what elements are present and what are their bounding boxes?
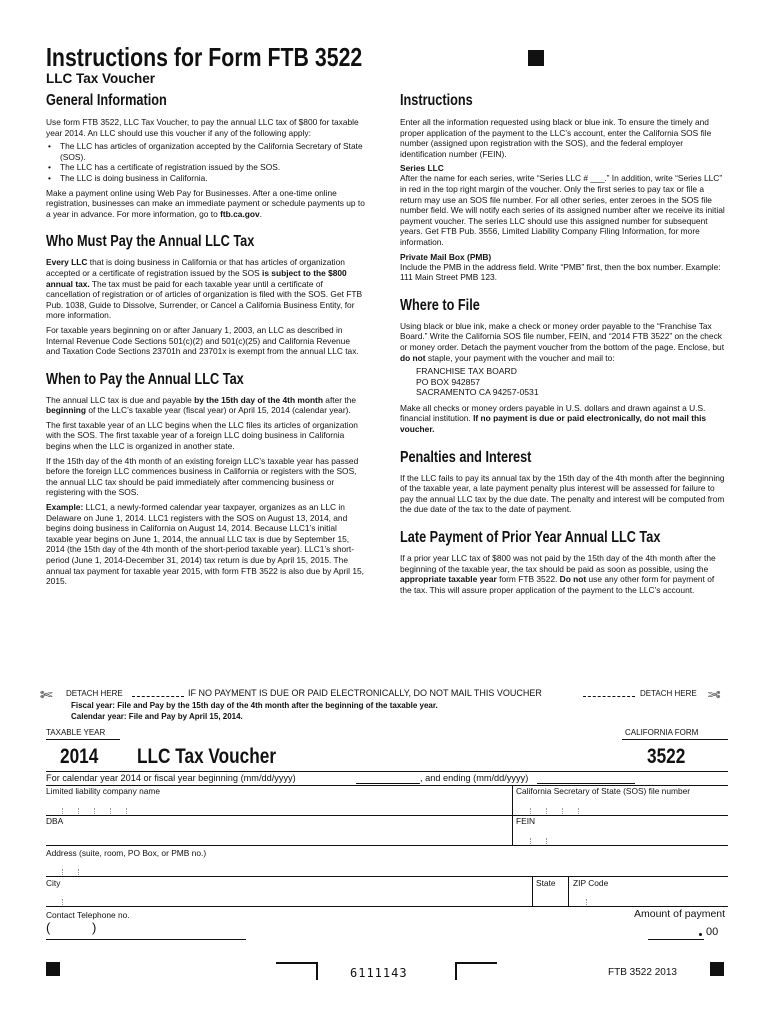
late-p1 <box>400 553 728 595</box>
vsep-state <box>532 876 533 906</box>
general-online <box>46 188 366 220</box>
corner-mark-left-h <box>276 962 318 964</box>
address-label: Address (suite, room, PO Box, or PMB no.) <box>46 848 207 858</box>
comb-tick <box>78 808 79 814</box>
comb-tick <box>62 899 63 905</box>
city-label: City <box>46 878 61 888</box>
amount-cents: 00 <box>706 926 719 938</box>
instructions-p1: Enter all the information requested using black or blue ink. To ensure the timely and proper application of the payment to the LLC’s account, enter the California SOS file number (assigned upon registration with the SOS), and the federal employer identification number (FEIN). <box>400 117 712 159</box>
general-bullet: • The LLC has a certificate of registration issued by the SOS. <box>46 162 366 173</box>
barcode-number: 6111143 <box>350 966 408 980</box>
series-p: After the name for each series, write “Series LLC # ___.” In addition, write “Series LLC” in red in the top right margin of the voucher. Only the first series to pay tax or file a return may use an SOS file number. For all other series, enter zeroes in the SOS file number field. We will notify each series of its assigned number after we receive its initial payment voucher. The series LLC should use this assigned number for subsequent years. Get FTB Pub. 3556, Limited Liability Company Filing Information, for more information. <box>400 173 725 247</box>
state-field[interactable] <box>536 890 566 905</box>
end-date-field[interactable] <box>537 783 635 784</box>
amount-label: Amount of payment <box>634 908 726 920</box>
dba-label: DBA <box>46 816 64 826</box>
comb-tick <box>562 808 563 814</box>
instructions-heading: Instructions <box>400 92 473 109</box>
comb-tick <box>110 808 111 814</box>
late-c: form FTB 3522. <box>496 574 560 585</box>
row-rule-4 <box>46 876 728 877</box>
when-example-text: LLC1, a newly-formed calendar year taxpayer, organizes as an LLC in Delaware on June 1, 2014. LLC1 registers with the SOS on August 13, 2014, and begins doing business in California on August 14, 2014. Because LLC1’s initial taxable year begins on June 1, 2014, the annual LLC tax is due by September 15, 2014 (the 15th day of the 4th month of the short-period taxable year). LLC1’s short-period (June 1, 2014-December 31, 2014) tax return is due by April 15, 2015. The annual tax payment for taxable year 2015, with form FTB 3522 is also due by April 15, 2015. <box>46 502 364 587</box>
right-column <box>400 92 728 595</box>
where-p1 <box>400 321 728 363</box>
comb-tick <box>530 838 531 844</box>
registration-mark-top <box>528 50 544 66</box>
where-p2-b: If no payment is due or paid electronically, do not mail this voucher. <box>400 413 707 435</box>
state-label: State <box>536 878 556 888</box>
pmb-p: Include the PMB in the address field. Write “PMB” first, then the box number. Example: 111 Main Street PMB 123. <box>400 261 721 283</box>
llc-name-label: Limited liability company name <box>46 786 161 796</box>
phone-field[interactable] <box>54 920 244 938</box>
comb-tick <box>546 808 547 814</box>
comb-tick <box>62 869 63 875</box>
dba-field[interactable] <box>46 828 510 844</box>
address-line: SACRAMENTO CA 94257-0531 <box>416 387 539 398</box>
taxable-year-underline <box>46 739 120 740</box>
where-heading: Where to File <box>400 296 480 314</box>
comb-tick <box>530 808 531 814</box>
scissors-left-icon: ✄ <box>40 687 53 704</box>
row-rule-3 <box>46 845 728 846</box>
taxable-year-label: TAXABLE YEAR <box>46 728 106 737</box>
voucher-rule-top <box>46 771 728 772</box>
phone-underline <box>46 939 246 940</box>
footer-form: FTB 3522 2013 <box>608 967 677 978</box>
address-line: PO BOX 942857 <box>416 376 481 387</box>
general-bullet: • The LLC is doing business in California. <box>46 173 366 184</box>
amount-field[interactable] <box>648 924 704 940</box>
sos-field[interactable] <box>516 798 726 814</box>
begin-date-field[interactable] <box>356 783 420 784</box>
late-a: If a prior year LLC tax of $800 was not paid by the 15th day of the 4th month after the beginning of the taxable year, the tax should be paid as soon as possible, using the <box>400 553 716 574</box>
series-heading: Series LLC <box>400 163 444 174</box>
voucher-form-number: 3522 <box>647 745 686 768</box>
left-column <box>46 92 366 587</box>
page-subtitle: LLC Tax Voucher <box>46 71 156 86</box>
who-p2: For taxable years beginning on or after January 1, 2003, an LLC as described in Internal Revenue Code Sections 501(c)(2) and 501(c)(25) and California Revenue and Taxation Code Sections 23701h and 23701x is exempt from the annual LLC tax. <box>46 324 359 357</box>
address-line: FRANCHISE TAX BOARD <box>416 366 517 377</box>
comb-tick <box>546 838 547 844</box>
comb-tick <box>578 808 579 814</box>
california-form-label: CALIFORNIA FORM <box>625 728 699 737</box>
amount-underline <box>648 939 704 940</box>
page-title: Instructions for Form FTB 3522 <box>46 42 363 72</box>
vsep-sos <box>512 785 513 815</box>
when-c: after the <box>322 394 357 405</box>
when-example-label: Example: <box>46 502 84 513</box>
voucher-title: LLC Tax Voucher <box>137 745 277 768</box>
when-p4 <box>46 502 366 587</box>
where-p2-a: Make all checks or money orders payable in U.S. dollars and drawn against a U.S. financial institution. <box>400 402 706 424</box>
general-intro: Use form FTB 3522, LLC Tax Voucher, to pay the annual LLC tax of $800 for taxable year 2014. An LLC should use this voucher if any of the following apply: <box>46 117 359 138</box>
when-b: by the 15th day of the 4th month <box>194 394 323 405</box>
who-text-b: that is doing business in California or that has articles of organization accepted or a certificate of registration issued by the SOS <box>46 257 345 278</box>
calendar-line-a: For calendar year 2014 or fiscal year beginning (mm/dd/yyyy) <box>46 773 296 783</box>
when-d: beginning <box>46 405 87 416</box>
vsep-fein <box>512 815 513 845</box>
fiscal-note: Fiscal year: File and Pay by the 15th day of the 4th month after the beginning of the taxable year. <box>71 701 438 710</box>
row-rule-5 <box>46 906 728 907</box>
who-text-d: The tax must be paid for each taxable year until a certificate of cancellation of registration or of articles of organization is filed with the SOS. Get FTB Pub. 1038, Guide to Dissolve, Surrender, or Cancel a California Business Entity, for more information. <box>46 278 363 321</box>
comb-tick <box>586 899 587 905</box>
late-b: appropriate taxable year <box>400 574 497 585</box>
fein-field[interactable] <box>516 828 726 844</box>
city-field[interactable] <box>46 890 530 905</box>
pmb-heading: Private Mail Box (PMB) <box>400 251 492 262</box>
phone-open-paren: ( <box>46 920 51 935</box>
general-bullet: • The LLC has articles of organization accepted by the California Secretary of State (SOS). <box>46 141 366 162</box>
llc-name-field[interactable] <box>46 798 510 814</box>
online-end: . <box>259 208 262 219</box>
dash-right <box>583 696 635 697</box>
who-heading: Who Must Pay the Annual LLC Tax <box>46 233 255 251</box>
who-p1 <box>46 257 366 321</box>
who-subject: is subject to the $800 annual tax. <box>46 267 347 289</box>
california-form-underline <box>622 739 728 740</box>
phone-close-paren: ) <box>92 920 97 935</box>
where-p2 <box>400 403 728 435</box>
address-field[interactable] <box>46 860 726 874</box>
registration-mark-bottom-left <box>46 962 60 976</box>
penalties-p1: If the LLC fails to pay its annual tax by the 15th day of the 4th month after the beginning of the taxable year, a late payment penalty plus interest will be assessed for failure to pay the annual LLC tax by the due date. The penalty and interest will be computed from the due date of the tax to the date of payment. <box>400 472 725 515</box>
phone-label: Contact Telephone no. <box>46 910 130 920</box>
where-a: Using black or blue ink, make a check or money order payable to the “Franchise Tax Board.” Write the California SOS file number, FEIN, and “2014 FTB 3522” on the check or money order. Detach the payment voucher from the bottom of the page. Enclose, but <box>400 320 725 352</box>
amount-dot <box>699 933 702 936</box>
zip-label: ZIP Code <box>573 878 609 888</box>
detach-middle: IF NO PAYMENT IS DUE OR PAID ELECTRONICALLY, DO NOT MAIL THIS VOUCHER <box>188 688 542 698</box>
comb-tick <box>78 869 79 875</box>
sos-label: California Secretary of State (SOS) file number <box>516 786 691 796</box>
who-every-llc: Every LLC <box>46 257 88 268</box>
zip-field[interactable] <box>572 890 726 905</box>
corner-mark-left-v <box>316 962 318 980</box>
online-text: Make a payment online using Web Pay for Businesses. After a one-time online registration, businesses can make an immediate payment or schedule payments up to a year in advance. For more information, go to <box>46 187 365 219</box>
when-heading: When to Pay the Annual LLC Tax <box>46 370 244 388</box>
mailing-address <box>400 366 728 398</box>
when-p1 <box>46 395 366 416</box>
voucher-year: 2014 <box>60 745 99 768</box>
calendar-line-b: , and ending (mm/dd/yyyy) <box>420 773 529 783</box>
scissors-right-icon: ✄ <box>708 687 721 704</box>
when-e: of the LLC’s taxable year (fiscal year) or April 15, 2014 (calendar year). <box>86 405 351 416</box>
detach-left: DETACH HERE <box>66 689 123 698</box>
fein-label: FEIN <box>516 816 536 826</box>
when-p3: If the 15th day of the 4th month of an existing foreign LLC’s taxable year has passed before the foreign LLC commences business in California or registers with the SOS, the annual LLC tax should be paid immediately after commencing business or registering with the SOS. <box>46 455 359 498</box>
ftb-link[interactable]: ftb.ca.gov <box>220 208 260 219</box>
when-p2: The first taxable year of an LLC begins when the LLC files its articles of organization with the SOS. The first taxable year of a foreign LLC doing business in California begins when the LLC is organized in another state. <box>46 419 358 452</box>
calendar-note: Calendar year: File and Pay by April 15, 2014. <box>71 712 243 721</box>
comb-tick <box>126 808 127 814</box>
corner-mark-right-v <box>455 962 457 980</box>
detach-right: DETACH HERE <box>640 689 697 698</box>
row-rule-2 <box>46 815 728 816</box>
vsep-zip <box>568 876 569 906</box>
general-bullets <box>46 141 366 183</box>
dash-left <box>132 696 184 697</box>
comb-tick <box>62 808 63 814</box>
late-heading: Late Payment of Prior Year Annual LLC Tax <box>400 529 661 547</box>
when-a: The annual LLC tax is due and payable <box>46 394 195 405</box>
late-e: use any other form for payment of the tax. This will assure proper application of the payment to the LLC’s account. <box>400 574 715 595</box>
where-b: do not <box>400 352 426 363</box>
where-c: staple, your payment with the voucher and mail to: <box>425 352 615 363</box>
registration-mark-bottom-right <box>710 962 724 976</box>
comb-tick <box>94 808 95 814</box>
late-d: Do not <box>559 574 587 585</box>
general-heading: General Information <box>46 92 167 109</box>
penalties-heading: Penalties and Interest <box>400 448 532 466</box>
corner-mark-right-h <box>455 962 497 964</box>
